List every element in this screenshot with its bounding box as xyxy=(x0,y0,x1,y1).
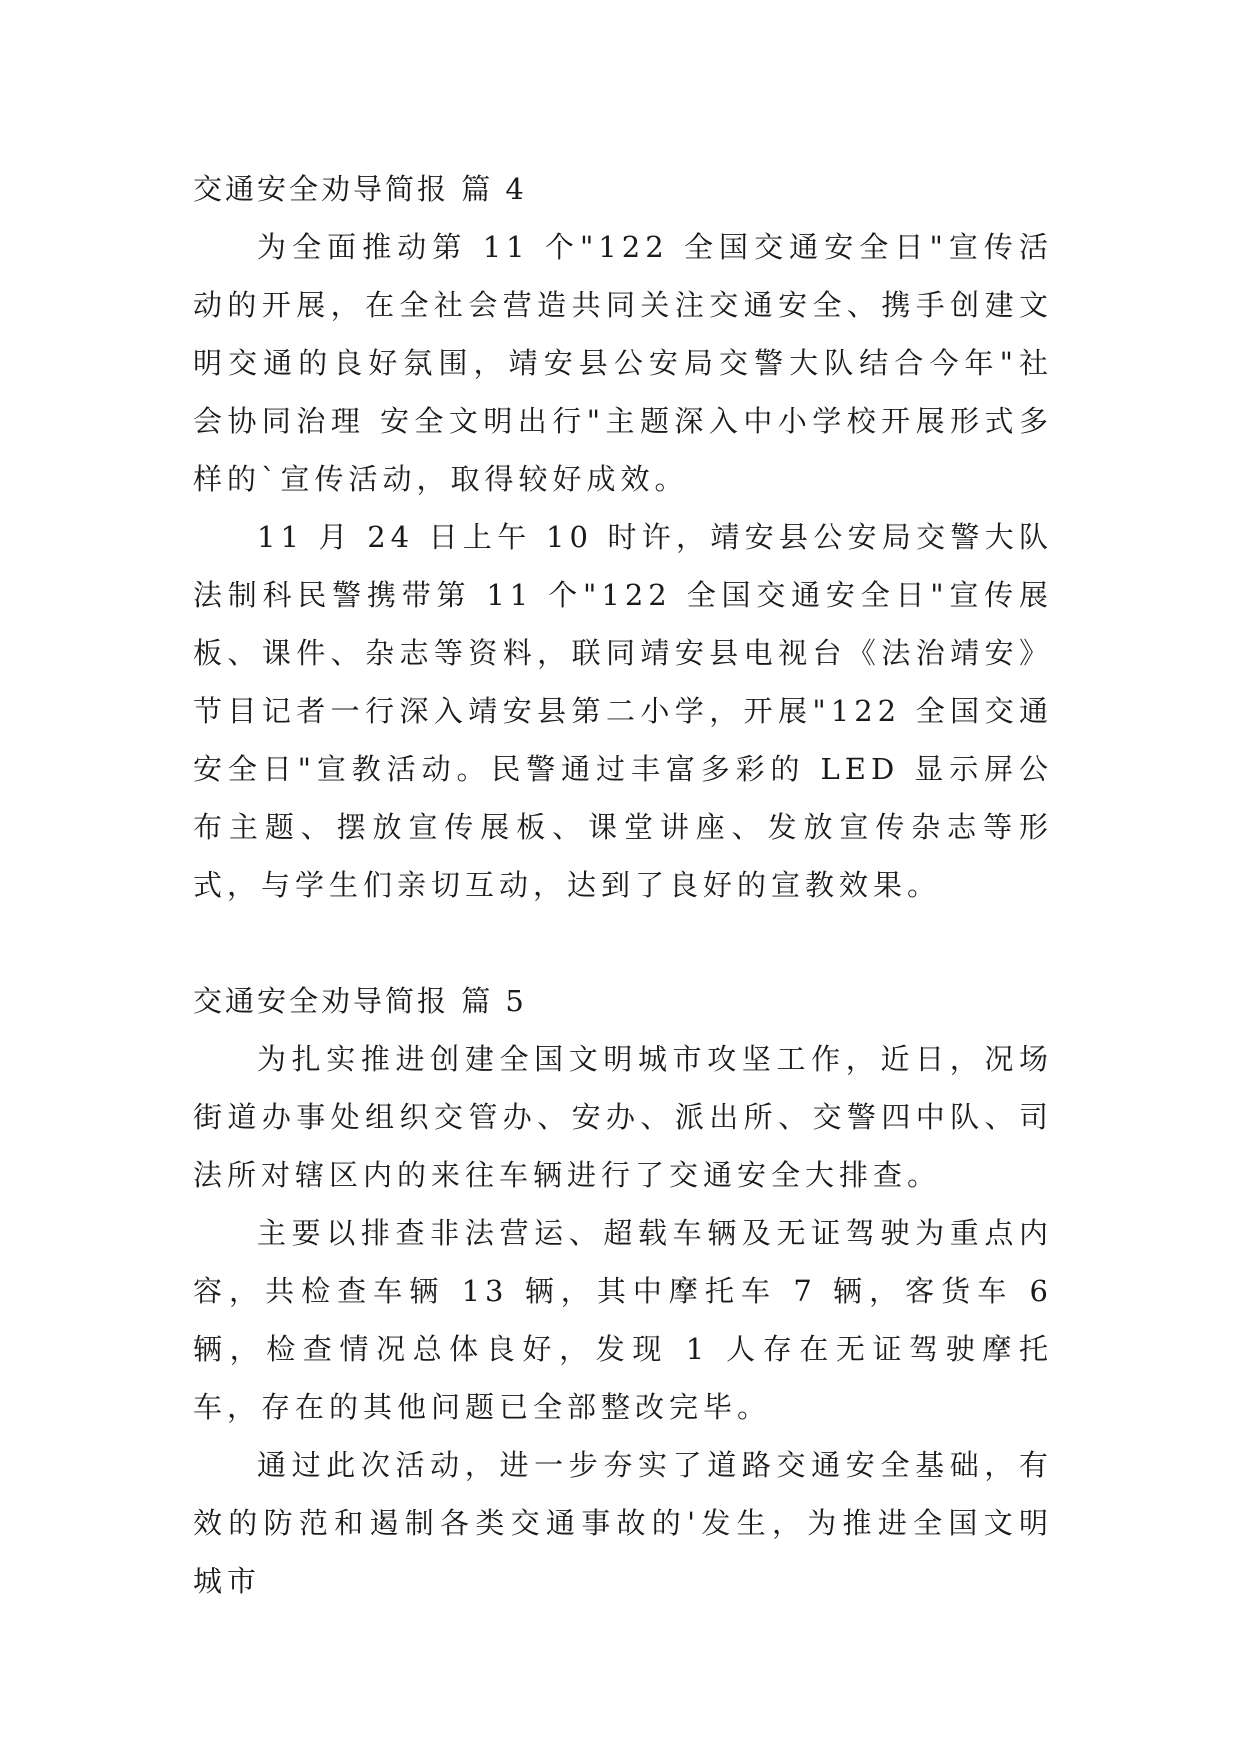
section-4 xyxy=(193,160,1053,914)
paragraph: 为全面推动第 11 个"122 全国交通安全日"宣传活动的开展，在全社会营造共同关注交通安全、携手创建文明交通的良好氛围，靖安县公安局交警大队结合今年"社会协同治理 安全文明出行"主题深入中小学校开展形式多样的`宣传活动，取得较好成效。 xyxy=(193,230,1053,496)
paragraph: 通过此次活动，进一步夯实了道路交通安全基础，有效的防范和遏制各类交通事故的'发生，为推进全国文明城市 xyxy=(193,1448,1053,1598)
section-heading: 交通安全劝导简报 篇 5 xyxy=(193,984,527,1018)
section-spacer xyxy=(193,914,1053,972)
section-heading: 交通安全劝导简报 篇 4 xyxy=(193,172,527,206)
document-body xyxy=(193,160,1053,1610)
section-5 xyxy=(193,972,1053,1610)
paragraph: 为扎实推进创建全国文明城市攻坚工作，近日，况场街道办事处组织交管办、安办、派出所、交警四中队、司法所对辖区内的来往车辆进行了交通安全大排查。 xyxy=(193,1042,1053,1192)
paragraph: 主要以排查非法营运、超载车辆及无证驾驶为重点内容，共检查车辆 13 辆，其中摩托车 7 辆，客货车 6 辆，检查情况总体良好，发现 1 人存在无证驾驶摩托车，存在的其他问题已全部整改完毕。 xyxy=(193,1216,1053,1424)
paragraph: 11 月 24 日上午 10 时许，靖安县公安局交警大队法制科民警携带第 11 个"122 全国交通安全日"宣传展板、课件、杂志等资料，联同靖安县电视台《法治靖安》节目记者一行深入靖安县第二小学，开展"122 全国交通安全日"宣教活动。民警通过丰富多彩的 LED 显示屏公布主题、摆放宣传展板、课堂讲座、发放宣传杂志等形式，与学生们亲切互动，达到了良好的宣教效果。 xyxy=(193,520,1053,902)
